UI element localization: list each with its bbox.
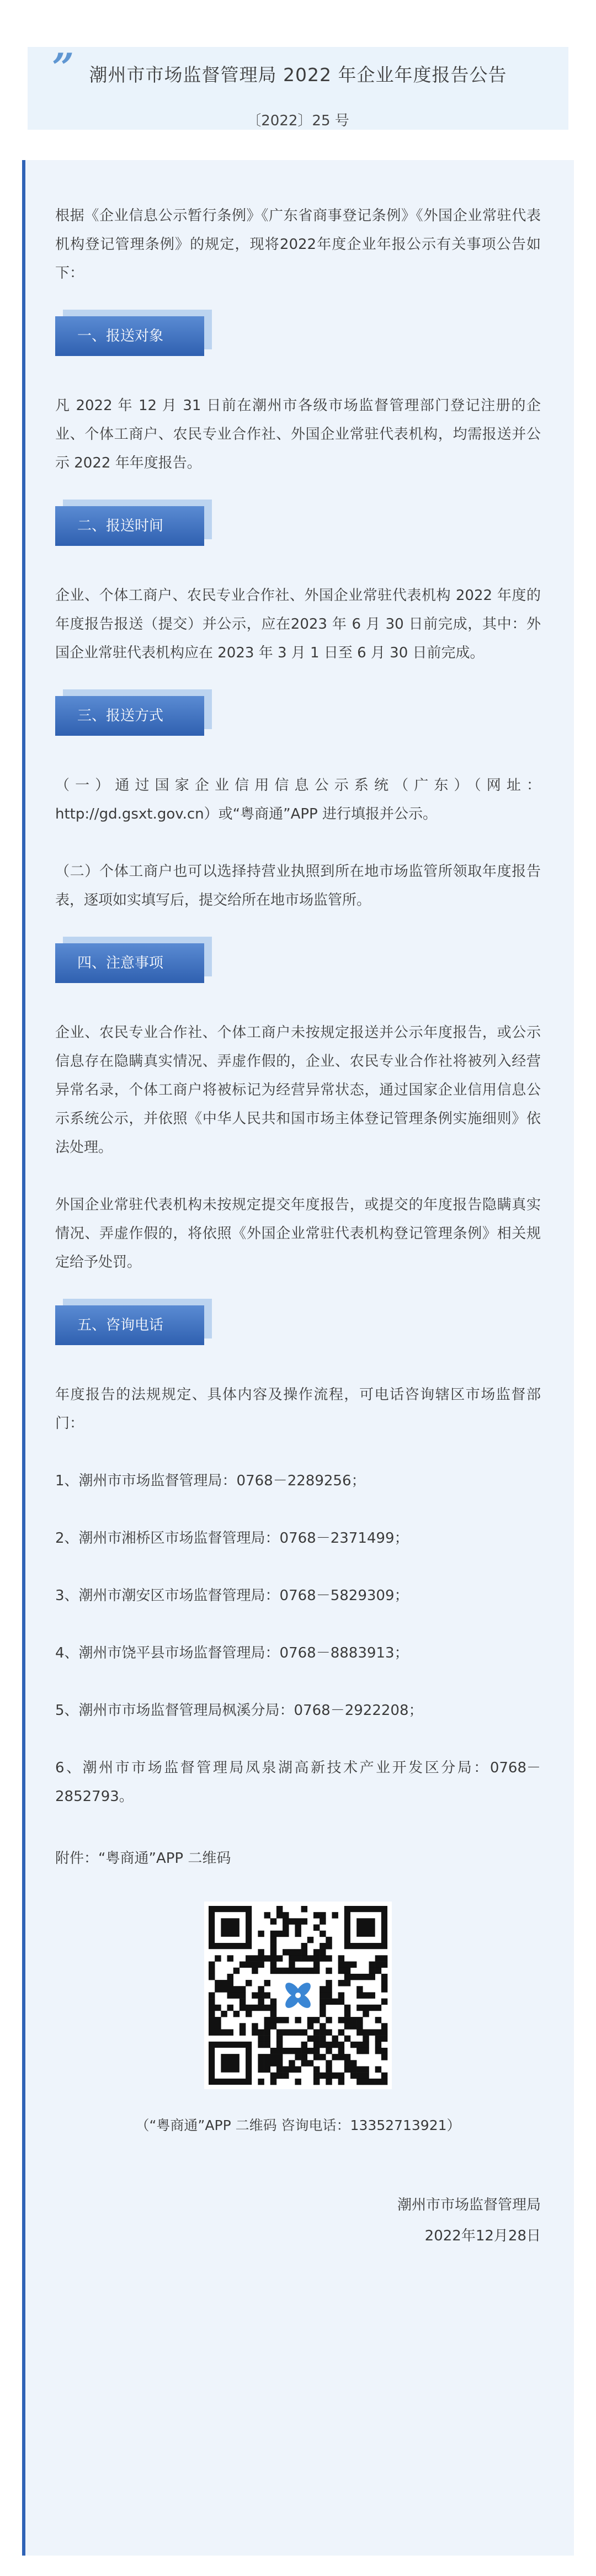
section-4-paragraph-1: 企业、农民专业合作社、个体工商户未按规定报送并公示年度报告，或公示信息存在隐瞒真实情况、弄虚作假的，企业、农民专业合作社将被列入经营异常名录，个体工商户将被标记为经营异常状态，通过国家企业信用信息公示系统公示，并依照《中华人民共和国市场主体登记管理条例实施细则》依法处理。	[55, 1024, 541, 1156]
contact-line-5: 5、潮州市市场监督管理局枫溪分局：0768－2922208；	[55, 1702, 423, 1719]
document-number: 〔2022〕25 号	[247, 113, 349, 129]
body-content	[55, 201, 541, 2251]
contact-line-4: 4、潮州市饶平县市场监督管理局：0768－8883913；	[55, 1645, 409, 1661]
section-3-paragraph-2: （二）个体工商户也可以选择持营业执照到所在地市场监管所领取年度报告表，逐项如实填写后，提交给所在地市场监管所。	[55, 863, 541, 909]
section-3-paragraph-1: （一）通过国家企业信用信息公示系统（广东）（网址：http://gd.gsxt.gov.cn）或“粤商通”APP 进行填报并公示。	[55, 777, 541, 822]
signature-org: 潮州市市场监督管理局	[397, 2197, 541, 2213]
qr-code	[204, 1902, 392, 2089]
contact-line-3: 3、潮州市潮安区市场监督管理局：0768－5829309；	[55, 1587, 409, 1604]
section-heading-4: 四、注意事项	[55, 943, 204, 983]
contact-intro: 年度报告的法规规定、具体内容及操作流程，可电话咨询辖区市场监督部门：	[55, 1387, 541, 1432]
section-heading-5: 五、咨询电话	[55, 1305, 204, 1345]
section-2-paragraph: 企业、个体工商户、农民专业合作社、外国企业常驻代表机构 2022 年度的年度报告报送（提交）并公示，应在2023 年 6 月 30 日前完成，其中：外国企业常驻代表机构应在 2023 年 3 月 1 日至 6 月 30 日前完成。	[55, 587, 541, 661]
section-1-paragraph: 凡 2022 年 12 月 31 日前在潮州市各级市场监督管理部门登记注册的企业、个体工商户、农民专业合作社、外国企业常驻代表机构，均需报送并公示 2022 年年度报告。	[55, 397, 541, 471]
qr-code-image	[204, 1902, 392, 2089]
quote-mark-icon: ”	[52, 45, 74, 91]
contact-line-6: 6、潮州市市场监督管理局凤泉湖高新技术产业开发区分局：0768－2852793。	[55, 1760, 541, 1805]
section-heading-3: 三、报送方式	[55, 696, 204, 736]
attachment-label: 附件：“粤商通”APP 二维码	[55, 1850, 231, 1867]
intro-paragraph: 根据《企业信息公示暂行条例》《广东省商事登记条例》《外国企业常驻代表机构登记管理条例》的规定，现将2022年度企业年报公示有关事项公告如下：	[55, 208, 541, 281]
page-title: 潮州市市场监督管理局 2022 年企业年度报告公告	[89, 64, 507, 86]
section-heading-2: 二、报送时间	[55, 506, 204, 546]
signature-date: 2022年12月28日	[424, 2228, 541, 2244]
section-4-paragraph-2: 外国企业常驻代表机构未按规定提交年度报告，或提交的年度报告隐瞒真实情况、弄虚作假的，将依照《外国企业常驻代表机构登记管理条例》相关规定给予处罚。	[55, 1197, 541, 1271]
contact-line-1: 1、潮州市市场监督管理局：0768－2289256；	[55, 1473, 366, 1489]
section-heading-1: 一、报送对象	[55, 316, 204, 356]
contact-line-2: 2、潮州市湘桥区市场监督管理局：0768－2371499；	[55, 1530, 409, 1547]
qr-caption: （“粤商通”APP 二维码 咨询电话：13352713921）	[135, 2117, 461, 2133]
